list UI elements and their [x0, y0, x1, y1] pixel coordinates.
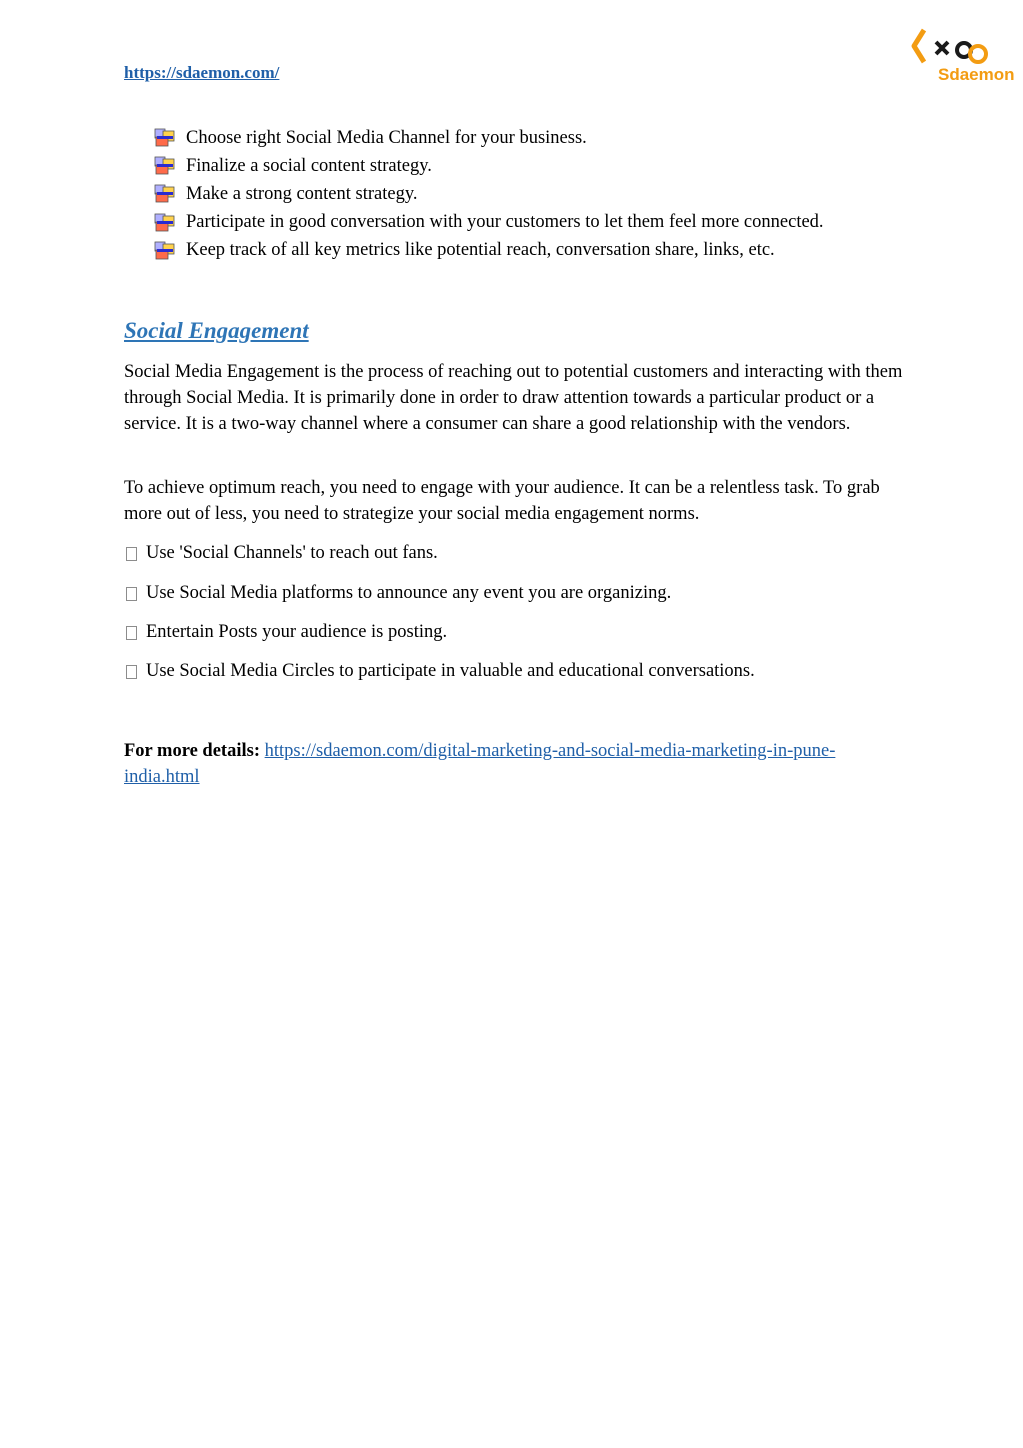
details-url-link[interactable]: https://sdaemon.com/digital-marketing-and-social-media-marketing-in-pune-india.html [124, 741, 836, 787]
item-text: Entertain Posts your audience is posting. [146, 622, 448, 642]
bullet-text: Participate in good conversation with your customers to let them feel more connected. [186, 212, 824, 233]
list-item [154, 124, 824, 152]
paragraph-engagement-definition: Social Media Engagement is the process of reaching out to potential customers and interacting with them through Social Media. It is primarily done in order to draw attention towards a particular product or a service. It is a two-way channel where a consumer can share a good relationship with the vendors. [124, 362, 903, 434]
list-item [124, 541, 438, 566]
sdaemon-logo [908, 26, 1023, 86]
missing-glyph-box-icon [126, 587, 137, 601]
item-text: Use Social Media Circles to participate in valuable and educational conversations. [146, 661, 755, 681]
details-label: For more details: [124, 741, 260, 761]
colored-square-bullet-icon [154, 156, 176, 176]
colored-square-bullet-icon [154, 184, 176, 204]
paragraph-optimum-reach: To achieve optimum reach, you need to engage with your audience. It can be a relentless task. To grab more out of less, you need to strategize your social media engagement norms. [124, 478, 880, 524]
bullet-text: Choose right Social Media Channel for your business. [186, 127, 587, 148]
list-item [154, 209, 824, 237]
missing-glyph-box-icon [126, 665, 137, 679]
colored-square-bullet-icon [154, 241, 176, 261]
list-item [124, 581, 671, 606]
missing-glyph-box-icon [126, 547, 137, 561]
list-item [154, 237, 824, 265]
item-text: Use 'Social Channels' to reach out fans. [146, 543, 438, 563]
bullet-text: Finalize a social content strategy. [186, 155, 432, 176]
svg-text:Sdaemon: Sdaemon [938, 65, 1015, 84]
header-url-link[interactable]: https://sdaemon.com/ [124, 63, 280, 82]
missing-glyph-box-icon [126, 626, 137, 640]
colored-square-bullet-icon [154, 128, 176, 148]
colored-square-bullet-icon [154, 213, 176, 233]
section-heading[interactable]: Social Engagement [124, 318, 309, 343]
feature-bullet-list [154, 124, 824, 265]
bullet-text: Keep track of all key metrics like potential reach, conversation share, links, etc. [186, 240, 775, 261]
list-item [124, 620, 447, 645]
list-item [154, 180, 824, 208]
list-item [154, 152, 824, 180]
item-text: Use Social Media platforms to announce any event you are organizing. [146, 583, 672, 603]
list-item [124, 659, 755, 684]
more-details [124, 738, 904, 790]
bullet-text: Make a strong content strategy. [186, 183, 418, 204]
